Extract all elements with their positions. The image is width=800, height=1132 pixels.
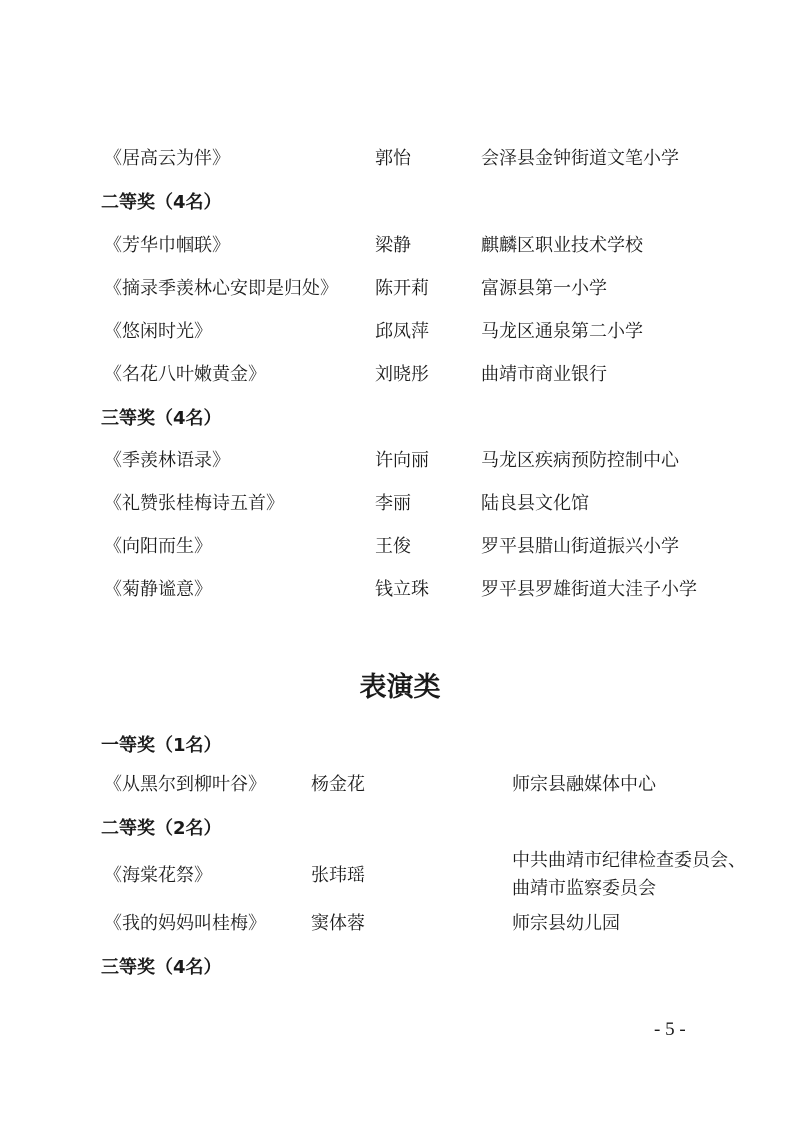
section-title: 表演类 — [359, 672, 441, 703]
second-prize-heading: 二等奖（2名） — [101, 818, 222, 839]
organization: 马龙区疾病预防控制中心 — [481, 450, 679, 471]
author-name: 许向丽 — [375, 450, 429, 471]
organization-line: 曲靖市监察委员会 — [512, 878, 656, 899]
work-title: 《我的妈妈叫桂梅》 — [104, 913, 266, 934]
work-title: 《菊静谧意》 — [104, 579, 212, 600]
organization: 师宗县融媒体中心 — [512, 774, 656, 795]
work-title: 《礼赞张桂梅诗五首》 — [104, 493, 284, 514]
third-prize-heading: 三等奖（4名） — [101, 408, 222, 429]
author-name: 钱立珠 — [375, 579, 429, 600]
work-title: 《季羡林语录》 — [104, 450, 230, 471]
author-name: 张玮瑶 — [311, 865, 365, 886]
author-name: 梁静 — [375, 235, 411, 256]
author-name: 李丽 — [375, 493, 411, 514]
organization: 曲靖市商业银行 — [481, 364, 607, 385]
work-title: 《芳华巾帼联》 — [104, 235, 230, 256]
first-prize-heading: 一等奖（1名） — [101, 735, 222, 756]
work-title: 《海棠花祭》 — [104, 865, 212, 886]
work-title: 《摘录季羡林心安即是归处》 — [104, 278, 338, 299]
author-name: 邱凤萍 — [375, 321, 429, 342]
page-number: - 5 - — [654, 1019, 686, 1040]
author-name: 刘晓彤 — [375, 364, 429, 385]
second-prize-heading: 二等奖（4名） — [101, 192, 222, 213]
organization: 麒麟区职业技术学校 — [481, 235, 643, 256]
work-title: 《从黑尔到柳叶谷》 — [104, 774, 266, 795]
work-title: 《向阳而生》 — [104, 536, 212, 557]
organization: 罗平县罗雄街道大洼子小学 — [481, 579, 697, 600]
organization-line: 中共曲靖市纪律检查委员会、 — [512, 850, 746, 871]
organization: 富源县第一小学 — [481, 278, 607, 299]
organization: 陆良县文化馆 — [481, 493, 589, 514]
author-name: 郭怡 — [375, 148, 411, 169]
author-name: 杨金花 — [311, 774, 365, 795]
work-title: 《悠闲时光》 — [104, 321, 212, 342]
organization: 马龙区通泉第二小学 — [481, 321, 643, 342]
author-name: 窦体蓉 — [311, 913, 365, 934]
organization: 罗平县腊山街道振兴小学 — [481, 536, 679, 557]
organization: 会泽县金钟街道文笔小学 — [481, 148, 679, 169]
third-prize-heading: 三等奖（4名） — [101, 957, 222, 978]
work-title: 《名花八叶嫩黄金》 — [104, 364, 266, 385]
work-title: 《居高云为伴》 — [104, 148, 230, 169]
organization: 师宗县幼儿园 — [512, 913, 620, 934]
organization — [512, 847, 746, 903]
author-name: 王俊 — [375, 536, 411, 557]
author-name: 陈开莉 — [375, 278, 429, 299]
